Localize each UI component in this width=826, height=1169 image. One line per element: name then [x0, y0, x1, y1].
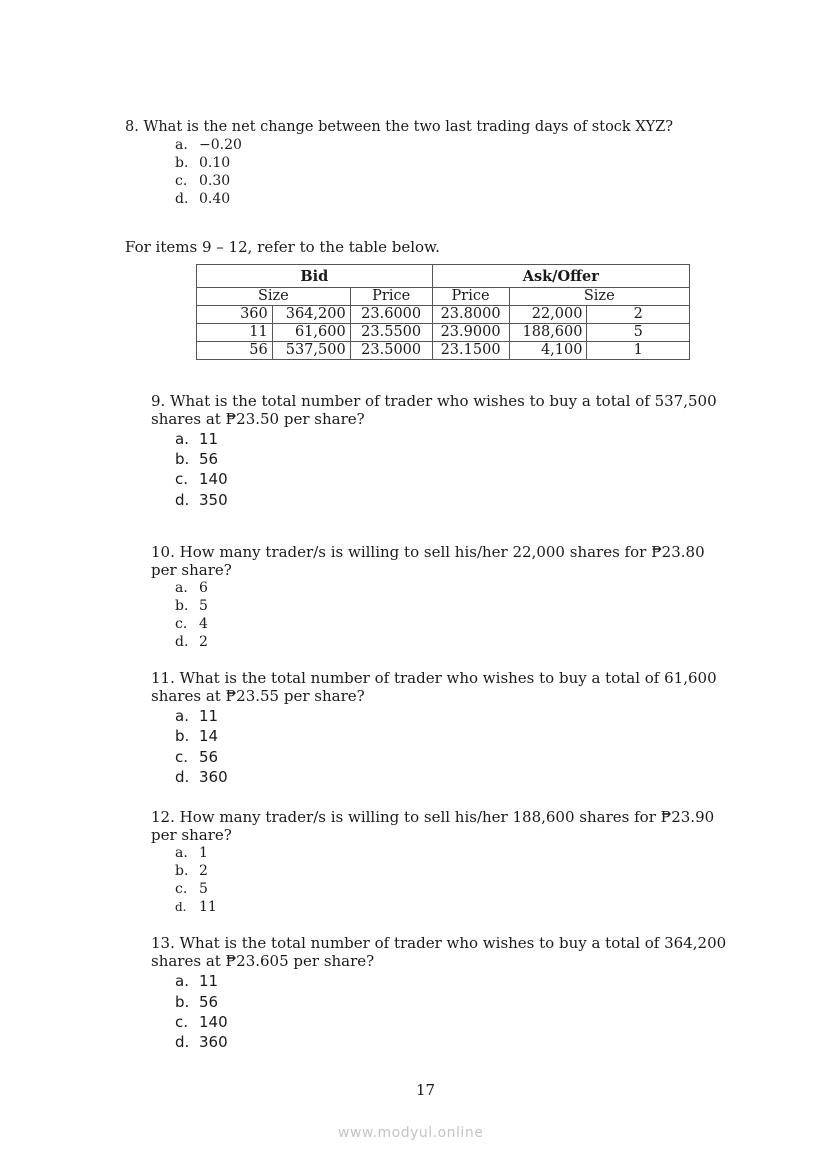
q12-option-c: c. 5 [175, 881, 208, 897]
bid-size-cell: 537,500 [272, 342, 350, 360]
q12-option-a: a. 1 [175, 845, 208, 861]
q13-option-b: b. 56 [175, 993, 219, 1011]
ask-size-cell: 22,000 [509, 306, 587, 324]
ask-price-cell: 23.9000 [432, 324, 509, 342]
q11-option-b: b. 14 [175, 727, 219, 745]
order-book-table [196, 264, 690, 360]
ask-count-cell: 5 [587, 324, 690, 342]
question-11-line-2: shares at ₱23.55 per share? [151, 687, 365, 705]
bid-count-cell: 56 [197, 342, 273, 360]
q11-option-a: a. 11 [175, 707, 219, 725]
q9-option-c: c. 140 [175, 470, 228, 488]
page-number: 17 [416, 1081, 436, 1099]
ask-price-header: Price [432, 288, 509, 306]
ask-count-cell: 1 [587, 342, 690, 360]
q12-option-d: d. 11 [175, 899, 217, 915]
bid-count-cell: 360 [197, 306, 273, 324]
q8-option-b: b. 0.10 [175, 155, 231, 171]
bid-size-cell: 61,600 [272, 324, 350, 342]
q10-option-b: b. 5 [175, 598, 208, 614]
watermark: www.modyul.online [338, 1125, 484, 1141]
question-12-line-1: 12. How many trader/s is willing to sell his/her 188,600 shares for ₱23.90 [151, 808, 715, 826]
bid-price-header: Price [350, 288, 432, 306]
question-11-line-1: 11. What is the total number of trader who wishes to buy a total of 61,600 [151, 669, 717, 687]
bid-size-cell: 364,200 [272, 306, 350, 324]
ask-size-cell: 188,600 [509, 324, 587, 342]
ask-count-cell: 2 [587, 306, 690, 324]
ask-size-header: Size [509, 288, 689, 306]
q9-option-a: a. 11 [175, 430, 219, 448]
question-10-line-1: 10. How many trader/s is willing to sell his/her 22,000 shares for ₱23.80 [151, 543, 705, 561]
q12-option-b: b. 2 [175, 863, 208, 879]
bid-size-header: Size [197, 288, 351, 306]
table-row [197, 342, 690, 360]
q11-option-d: d. 360 [175, 768, 228, 786]
table-intro: For items 9 – 12, refer to the table below. [125, 238, 440, 256]
q13-option-d: d. 360 [175, 1033, 228, 1051]
bid-price-cell: 23.6000 [350, 306, 432, 324]
ask-size-cell: 4,100 [509, 342, 587, 360]
q10-option-d: d. 2 [175, 634, 208, 650]
question-9-line-1: 9. What is the total number of trader who wishes to buy a total of 537,500 [151, 392, 717, 410]
q13-option-a: a. 11 [175, 972, 219, 990]
bid-price-cell: 23.5000 [350, 342, 432, 360]
ask-header: Ask/Offer [432, 265, 689, 288]
bid-price-cell: 23.5500 [350, 324, 432, 342]
ask-price-cell: 23.1500 [432, 342, 509, 360]
q10-option-c: c. 4 [175, 616, 208, 632]
bid-header: Bid [197, 265, 433, 288]
question-13-line-1: 13. What is the total number of trader who wishes to buy a total of 364,200 [151, 934, 727, 952]
table-group-header-row [197, 265, 690, 288]
table-row [197, 306, 690, 324]
q13-option-c: c. 140 [175, 1013, 228, 1031]
table-row [197, 324, 690, 342]
question-10-line-2: per share? [151, 561, 232, 579]
question-9-line-2: shares at ₱23.50 per share? [151, 410, 365, 428]
q8-option-c: c. 0.30 [175, 173, 231, 189]
q8-option-a: a. −0.20 [175, 137, 242, 153]
question-13-line-2: shares at ₱23.605 per share? [151, 952, 375, 970]
table-column-header-row [197, 288, 690, 306]
question-12-line-2: per share? [151, 826, 232, 844]
q10-option-a: a. 6 [175, 580, 208, 596]
q9-option-b: b. 56 [175, 450, 219, 468]
bid-count-cell: 11 [197, 324, 273, 342]
ask-price-cell: 23.8000 [432, 306, 509, 324]
q8-option-d: d. 0.40 [175, 191, 231, 207]
q11-option-c: c. 56 [175, 748, 219, 766]
question-8-text: 8. What is the net change between the two last trading days of stock XYZ? [125, 119, 674, 135]
q9-option-d: d. 350 [175, 491, 228, 509]
